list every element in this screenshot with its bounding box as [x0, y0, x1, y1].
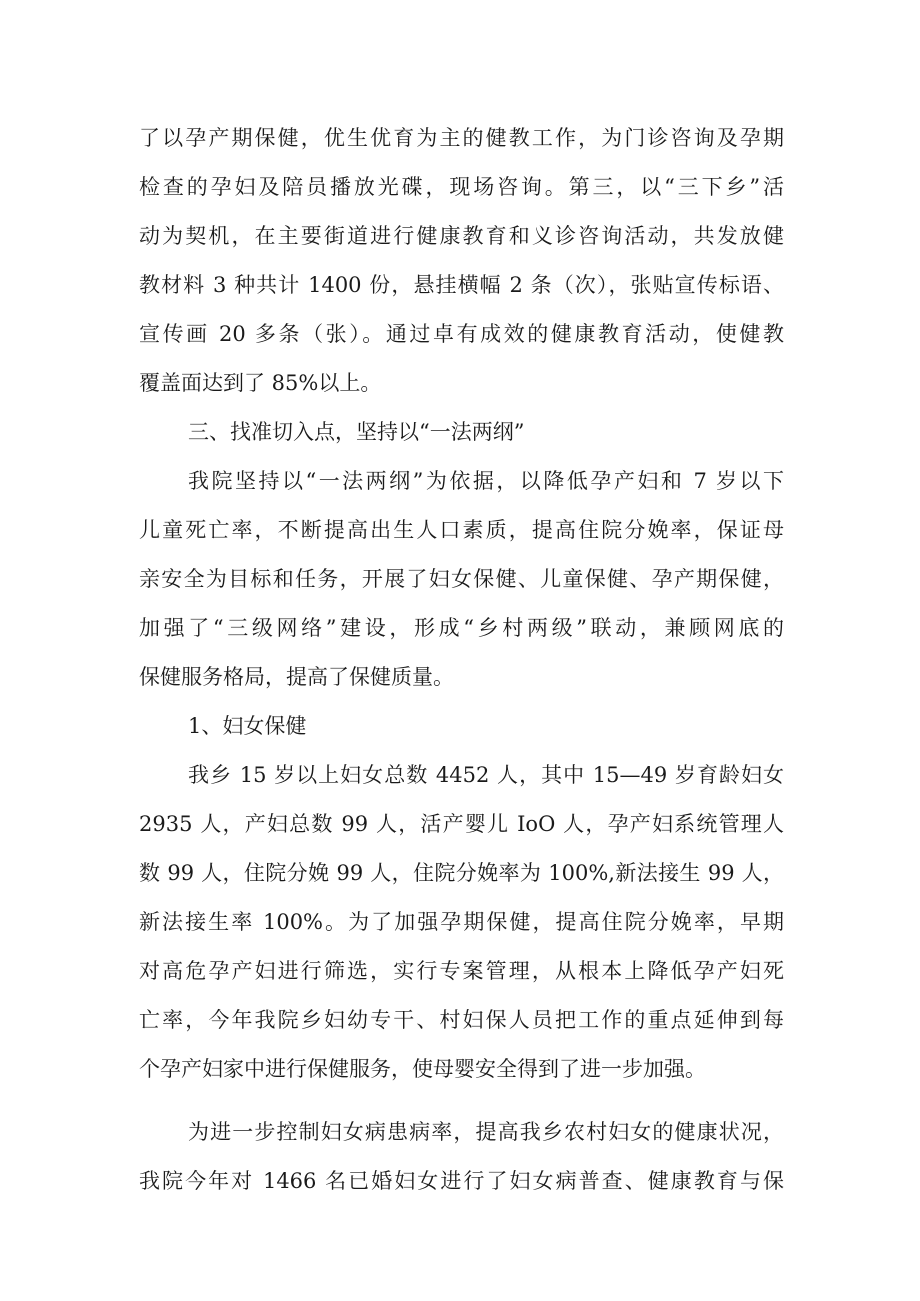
- subsection-heading: 1、妇女保健: [188, 714, 307, 738]
- body-text-line: 个孕产妇家中进行保健服务，使母婴安全得到了进一步加强。: [139, 1057, 706, 1081]
- body-text-line: 覆盖面达到了 85%以上。: [139, 371, 382, 395]
- body-text-line: 了以孕产期保健，优生优育为主的健教工作，为门诊咨询及孕期: [139, 126, 784, 150]
- body-text-line: 2935 人，产妇总数 99 人，活产婴儿 IoO 人，孕产妇系统管理人: [139, 812, 784, 836]
- body-text-line: 我院今年对 1466 名已婚妇女进行了妇女病普查、健康教育与保: [139, 1169, 784, 1193]
- body-text-line: 数 99 人，住院分娩 99 人，住院分娩率为 100%,新法接生 99 人，: [139, 861, 784, 885]
- body-text-line: 儿童死亡率，不断提高出生人口素质，提高住院分娩率，保证母: [139, 518, 784, 542]
- paragraph-first-line: 我乡 15 岁以上妇女总数 4452 人，其中 15—49 岁育龄妇女: [188, 763, 784, 787]
- paragraph-first-line: 为进一步控制妇女病患病率，提高我乡农村妇女的健康状况，: [188, 1120, 784, 1144]
- section-heading: 三、找准切入点，坚持以“一法两纲”: [188, 420, 525, 444]
- body-text-line: 亲安全为目标和任务，开展了妇女保健、儿童保健、孕产期保健，: [139, 567, 784, 591]
- body-text-line: 动为契机，在主要街道进行健康教育和义诊咨询活动，共发放健: [139, 224, 784, 248]
- body-text-line: 教材料 3 种共计 1400 份，悬挂横幅 2 条（次），张贴宣传标语、: [139, 273, 784, 297]
- paragraph-first-line: 我院坚持以“一法两纲”为依据，以降低孕产妇和 7 岁以下: [188, 469, 784, 493]
- body-text-line: 加强了“三级网络”建设，形成“乡村两级”联动，兼顾网底的: [139, 616, 784, 640]
- body-text-line: 对高危孕产妇进行筛选，实行专案管理，从根本上降低孕产妇死: [139, 959, 784, 983]
- body-text-line: 宣传画 20 多条（张）。通过卓有成效的健康教育活动，使健教: [139, 322, 784, 346]
- body-text-line: 亡率，今年我院乡妇幼专干、村妇保人员把工作的重点延伸到每: [139, 1008, 784, 1032]
- body-text-line: 检查的孕妇及陪员播放光碟，现场咨询。第三，以“三下乡”活: [139, 175, 784, 199]
- body-text-line: 新法接生率 100%。为了加强孕期保健，提高住院分娩率，早期: [139, 910, 784, 934]
- body-text-line: 保健服务格局，提高了保健质量。: [139, 665, 454, 689]
